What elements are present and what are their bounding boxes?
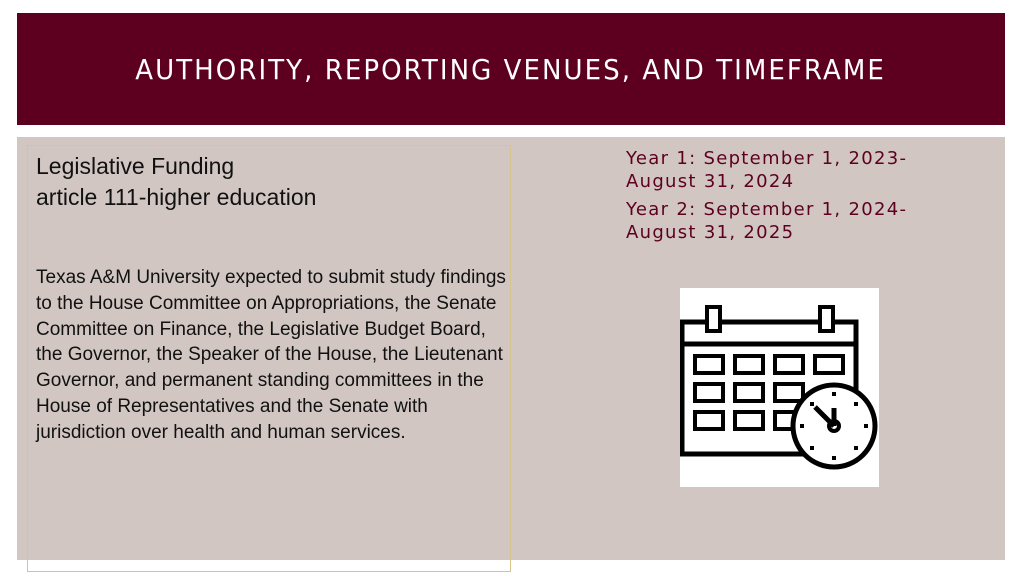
year-1-start: Year 1: September 1, 2023- (626, 148, 908, 169)
reporting-venues-text: Texas A&M University expected to submit study findings to the House Committee on Appropriations, the Senate Committee on Finance, the Legislative Budget Board, the Governor, the Speaker of the House, the Lieutenant Governor, and permanent standing committees in the House of Representatives and the Senate with jurisdiction over health and human services. (36, 267, 506, 443)
year-2-end: August 31, 2025 (626, 222, 795, 243)
heading-line-2: article 111-higher education (36, 184, 317, 210)
year-1-end: August 31, 2024 (626, 171, 795, 192)
heading-line-1: Legislative Funding (36, 153, 235, 179)
calendar-clock-icon (680, 288, 879, 487)
year-1 (626, 147, 907, 193)
year-2 (626, 198, 907, 244)
funding-heading (36, 151, 316, 213)
slide-title: AUTHORITY, REPORTING VENUES, AND TIMEFRAME (135, 52, 887, 86)
timeframe-list (626, 147, 907, 249)
year-2-start: Year 2: September 1, 2024- (626, 199, 908, 220)
title-bar (17, 13, 1005, 125)
